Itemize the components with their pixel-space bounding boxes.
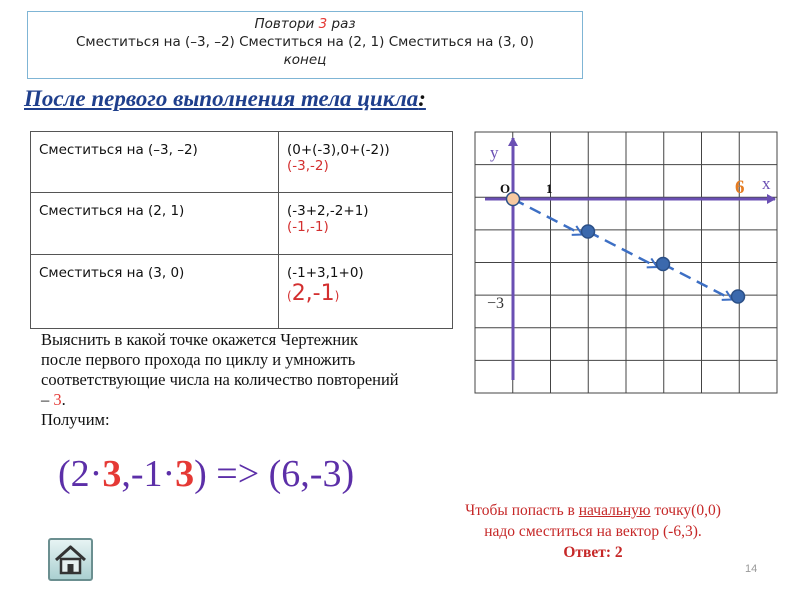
x-axis-label: x bbox=[762, 174, 771, 193]
origin-label: O bbox=[500, 181, 511, 196]
axes bbox=[485, 138, 775, 380]
grid-lines bbox=[475, 132, 777, 393]
path-segment bbox=[513, 199, 582, 235]
calc-cell: (0+(-3),0+(-2)) (-3,-2) bbox=[279, 132, 453, 193]
data-point bbox=[732, 290, 745, 303]
data-point bbox=[657, 258, 670, 271]
chart-labels bbox=[487, 143, 771, 312]
formula: (2·3,-1·3) => (6,-3) bbox=[58, 453, 355, 495]
answer-value: Ответ: 2 bbox=[563, 544, 623, 561]
data-point bbox=[582, 225, 595, 238]
y-axis-label: y bbox=[490, 143, 499, 162]
result-value: (-1,-1) bbox=[287, 219, 329, 236]
calc-cell: (-1+3,1+0) (2,-1) bbox=[279, 254, 453, 328]
y-mark-label: −3 bbox=[487, 295, 505, 312]
x-mark-label: 6 bbox=[735, 177, 745, 198]
task-text: Выяснить в какой точке окажется Чертежник после первого прохода по циклу и умножить соответствующие числа на количество повторений – 3. Получим: bbox=[41, 330, 399, 429]
page-number: 14 bbox=[745, 563, 758, 575]
home-button[interactable] bbox=[48, 538, 93, 581]
result-value: (-3,-2) bbox=[287, 158, 329, 174]
path-segment bbox=[663, 264, 732, 300]
calc-cell: (-3+2,-2+1) (-1,-1) bbox=[279, 193, 453, 254]
x-unit-label: 1 bbox=[546, 181, 553, 196]
command-cell: Сместиться на (3, 0) bbox=[31, 254, 279, 328]
answer-block: Чтобы попасть в начальную точку(0,0) надо сместиться на вектор (-6,3). Ответ: 2 bbox=[398, 500, 788, 563]
algorithm-line-3: конец bbox=[283, 52, 327, 68]
command-cell: Сместиться на (2, 1) bbox=[31, 193, 279, 254]
result-value: (2,-1) bbox=[287, 280, 340, 306]
dashed-path bbox=[513, 199, 732, 300]
algorithm-line-2: Сместиться на (–3, –2) Сместиться на (2, 1) Сместиться на (3, 0) bbox=[75, 34, 535, 50]
home-icon[interactable] bbox=[48, 538, 93, 581]
command-cell: Сместиться на (–3, –2) bbox=[31, 132, 279, 193]
result-label: Получим: bbox=[41, 410, 110, 429]
section-heading: После первого выполнения тела цикла: bbox=[24, 86, 426, 111]
algorithm-line-1: Повтори 3 раз bbox=[254, 16, 356, 32]
path-segment bbox=[588, 232, 657, 268]
